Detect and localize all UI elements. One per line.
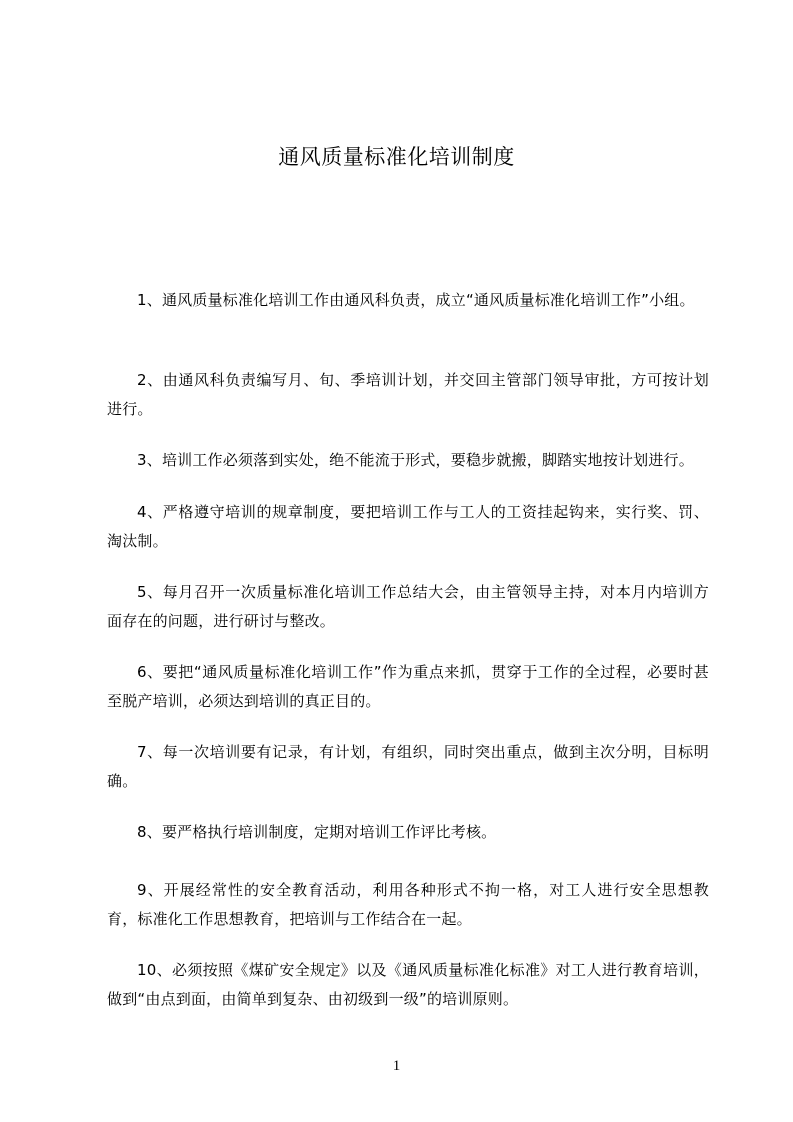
paragraph-10: 10、必须按照《煤矿安全规定》以及《通风质量标准化标准》对工人进行教育培训，做到“由点到面，由简单到复杂、由初级到一级”的培训原则。 bbox=[107, 961, 709, 1008]
paragraph-2: 2、由通风科负责编写月、旬、季培训计划，并交回主管部门领导审批，方可按计划进行。 bbox=[107, 371, 709, 418]
paragraph-1: 1、通风质量标准化培训工作由通风科负责，成立“通风质量标准化培训工作”小组。 bbox=[137, 291, 695, 309]
paragraph-9: 9、开展经常性的安全教育活动，利用各种形式不拘一格，对工人进行安全思想教育，标准化工作思想教育，把培训与工作结合在一起。 bbox=[107, 881, 709, 928]
paragraph-7: 7、每一次培训要有记录，有计划，有组织，同时突出重点，做到主次分明，目标明确。 bbox=[107, 743, 709, 790]
paragraph-4: 4、严格遵守培训的规章制度，要把培训工作与工人的工资挂起钩来，实行奖、罚、淘汰制。 bbox=[107, 503, 709, 550]
paragraph-6: 6、要把“通风质量标准化培训工作”作为重点来抓，贯穿于工作的全过程，必要时甚至脱产培训，必须达到培训的真正目的。 bbox=[107, 663, 709, 710]
paragraph-8: 8、要严格执行培训制度，定期对培训工作评比考核。 bbox=[137, 823, 497, 841]
paragraph-5: 5、每月召开一次质量标准化培训工作总结大会，由主管领导主持，对本月内培训方面存在的问题，进行研讨与整改。 bbox=[107, 583, 709, 630]
document-title: 通风质量标准化培训制度 bbox=[278, 145, 515, 169]
page-number: 1 bbox=[392, 1058, 401, 1074]
paragraph-3: 3、培训工作必须落到实处，绝不能流于形式，要稳步就搬，脚踏实地按计划进行。 bbox=[137, 451, 694, 469]
